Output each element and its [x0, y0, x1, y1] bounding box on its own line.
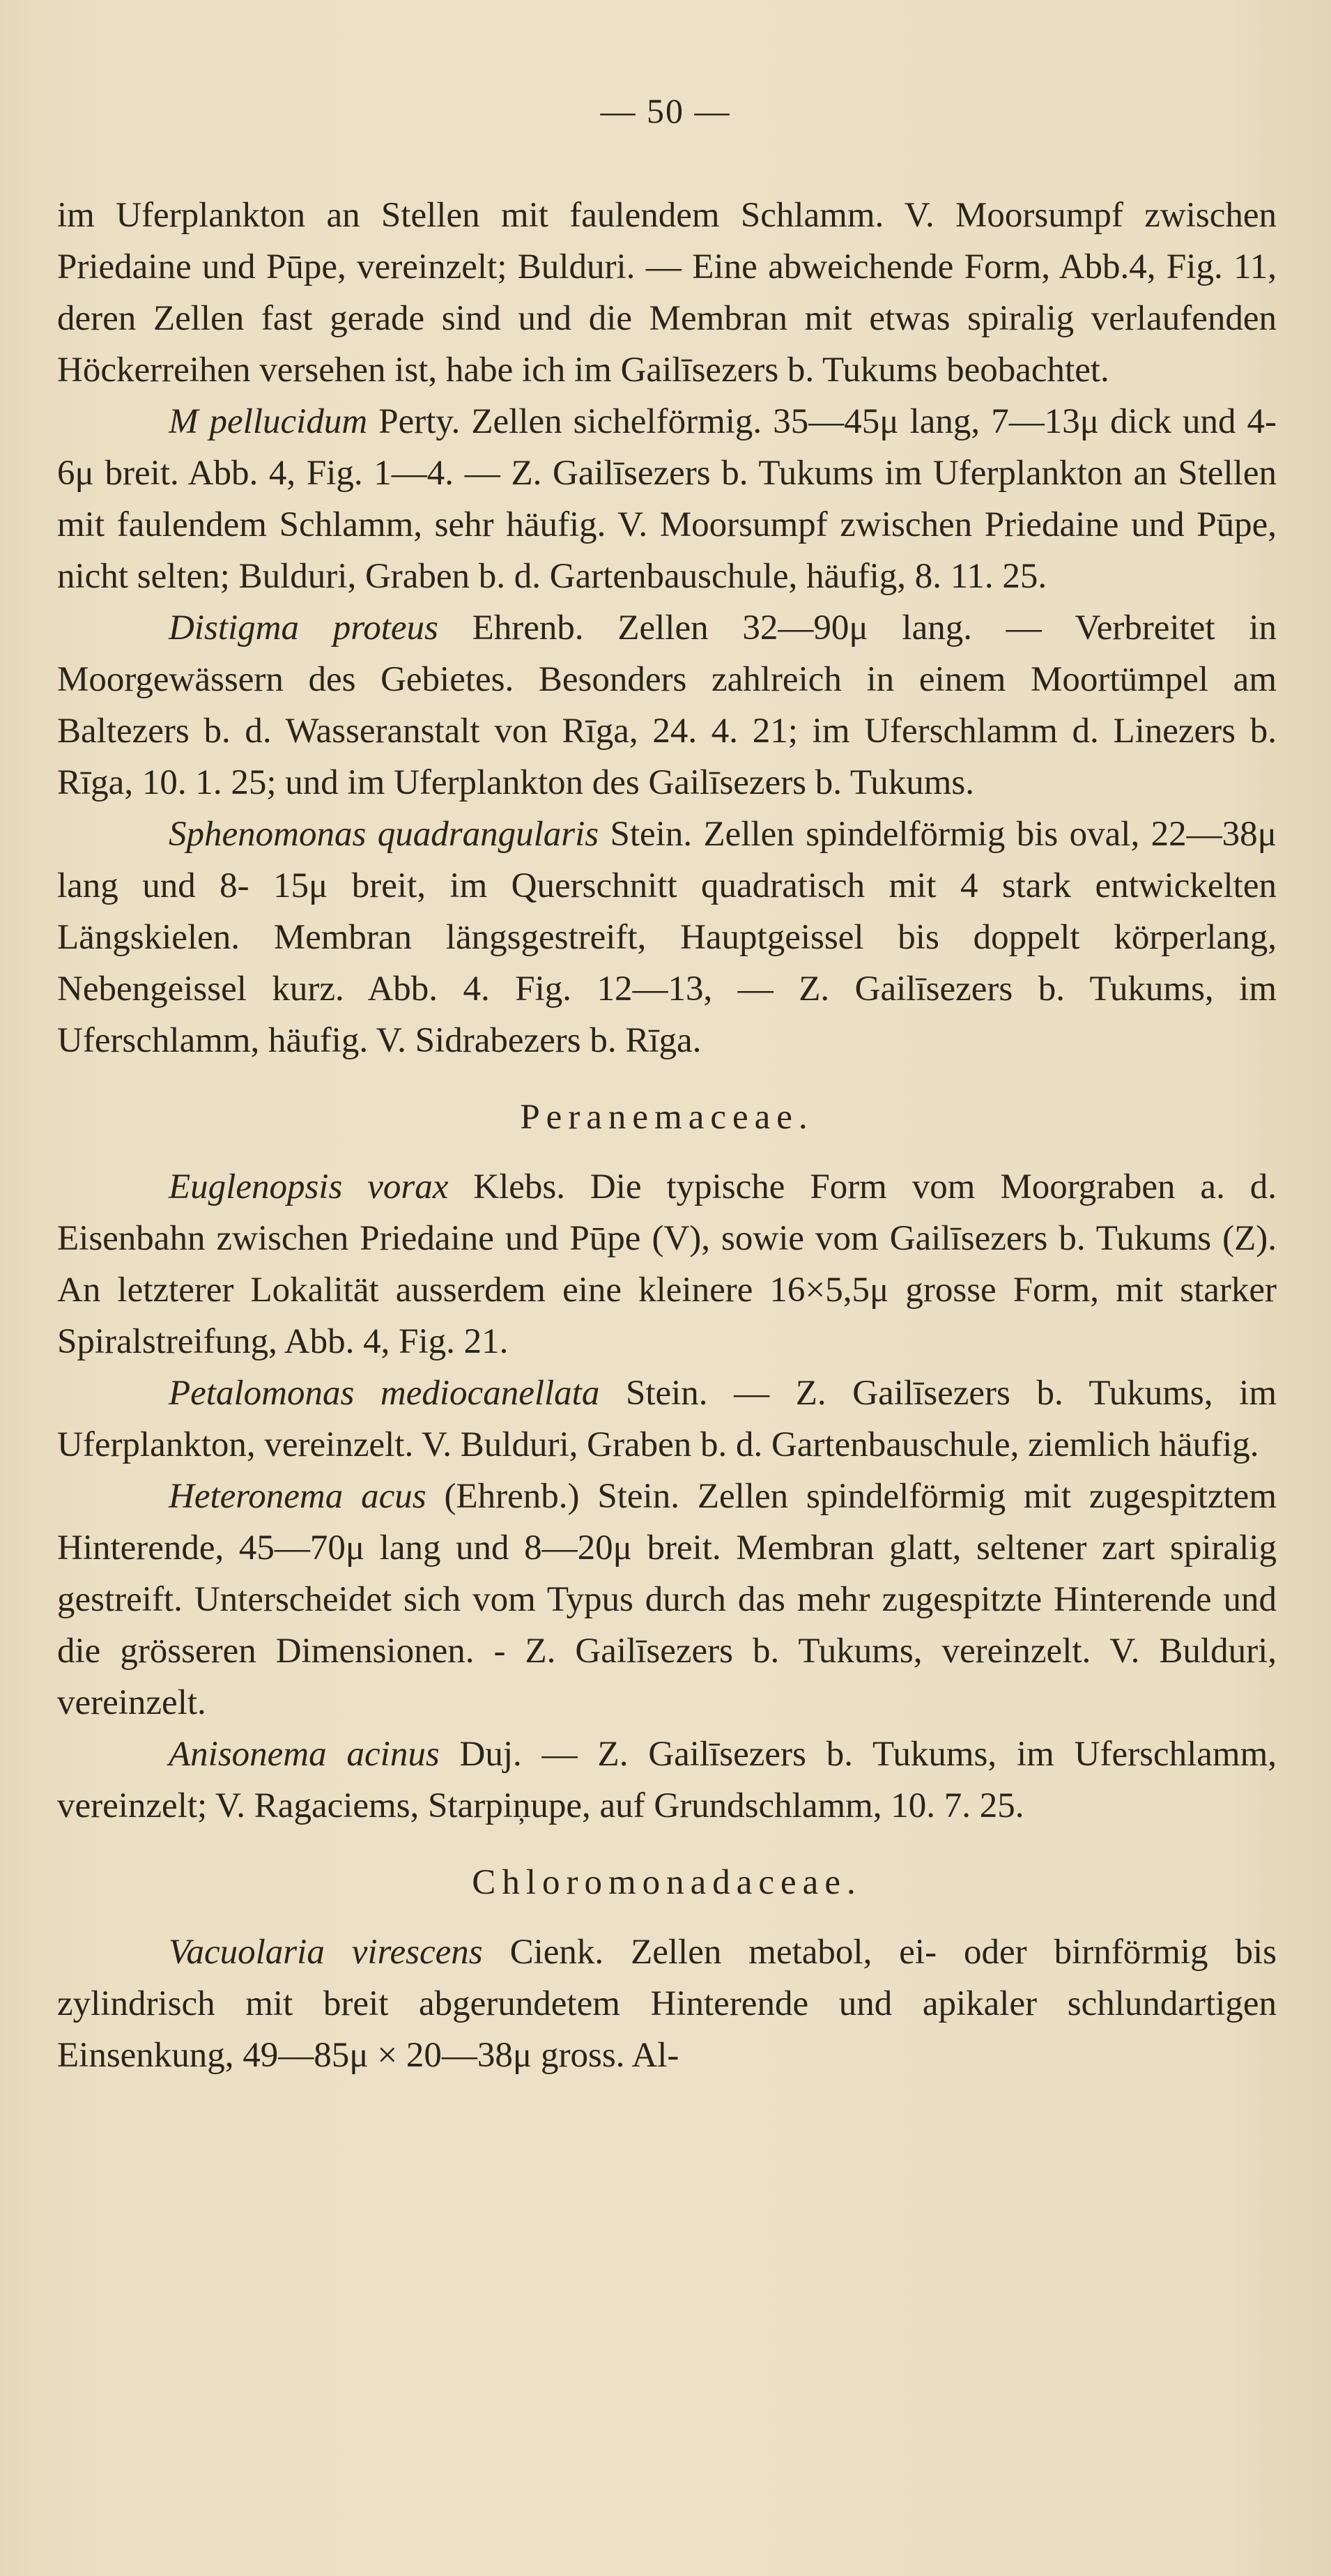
species-entry — [57, 808, 1277, 1066]
entry-text: Stein. Zellen spindelförmig bis oval, 22—38μ lang und 8- 15μ breit, im Querschnitt quadratisch mit 4 stark entwickelten Längskielen. Membran längsgestreift, Hauptgeissel bis doppelt körperlang, Nebengeissel kurz. Abb. 4. Fig. 12—13, — Z. Gailīsezers b. Tukums, im Uferschlamm, häufig. V. Sidrabezers b. Rīga. — [57, 815, 1277, 1060]
entry-text: Stein. — Z. Gailīsezers b. Tukums, im Uferplankton, vereinzelt. V. Bulduri, Graben b. d. Gartenbauschule, ziemlich häufig. — [57, 1374, 1277, 1464]
entry-text: Duj. — Z. Gailīsezers b. Tukums, im Uferschlamm, vereinzelt; V. Ragaciems, Starpiņupe, auf Grundschlamm, 10. 7. 25. — [57, 1735, 1277, 1825]
taxon-name: Euglenopsis vorax — [169, 1167, 449, 1206]
species-entry — [57, 1161, 1277, 1367]
species-entry — [57, 396, 1277, 602]
entry-text: Ehrenb. Zellen 32—90μ lang. — Verbreitet in Moorgewässern des Gebietes. Besonders zahlreich in einem Moortümpel am Baltezers b. d. Wasseranstalt von Rīga, 24. 4. 21; im Uferschlamm d. Linezers b. Rīga, 10. 1. 25; und im Uferplankton des Gailīsezers b. Tukums. — [57, 608, 1277, 802]
taxon-name: Distigma proteus — [169, 608, 438, 647]
taxon-name: Anisonema acinus — [169, 1735, 440, 1774]
page-number: — 50 — — [600, 91, 731, 130]
entry-text: Perty. Zellen sichelförmig. 35—45μ lang, 7—13μ dick und 4- 6μ breit. Abb. 4, Fig. 1—4. — Z. Gailīsezers b. Tukums im Uferplankton an Stellen mit faulendem Schlamm, sehr häufig. V. Moorsumpf zwischen Priedaine und Pūpe, nicht selten; Bulduri, Graben b. d. Gartenbauschule, häufig, 8. 11. 25. — [57, 402, 1277, 596]
paragraph-text: im Uferplankton an Stellen mit faulendem Schlamm. V. Moorsumpf zwischen Priedaine und Pūpe, vereinzelt; Bulduri. — Eine abweichende Form, Abb.4, Fig. 11, deren Zellen fast gerade sind und die Membran mit etwas spiralig verlaufenden Höckerreihen versehen ist, habe ich im Gailīsezers b. Tukums beobachtet. — [57, 196, 1277, 390]
entry-text: Cienk. Zellen metabol, ei- oder birnförmig bis zylindrisch mit breit abgerundetem Hinterende und apikaler schlundartigen Einsenkung, 49—85μ × 20—38μ gross. Al- — [57, 1933, 1277, 2075]
species-entry — [57, 1471, 1277, 1728]
taxon-name: M pellucidum — [169, 402, 368, 441]
species-entry — [57, 1367, 1277, 1471]
paragraph-continuation — [57, 190, 1277, 396]
taxon-name: Petalomonas mediocanellata — [169, 1374, 600, 1413]
taxon-name: Vacuolaria virescens — [169, 1933, 483, 1972]
species-entry — [57, 1728, 1277, 1832]
entry-text: Klebs. Die typische Form vom Moorgraben a. d. Eisenbahn zwischen Priedaine und Pūpe (V), sowie vom Gailīsezers b. Tukums (Z). An letzterer Lokalität ausserdem eine kleinere 16×5,5μ grosse Form, mit starker Spiralstreifung, Abb. 4, Fig. 21. — [57, 1167, 1277, 1361]
species-entry — [57, 602, 1277, 808]
document-body — [57, 190, 1277, 2081]
taxon-name: Heteronema acus — [169, 1477, 426, 1516]
species-entry — [57, 1926, 1277, 2081]
section-heading-peranemaceae: Peranemaceae. — [520, 1098, 814, 1137]
entry-text: (Ehrenb.) Stein. Zellen spindelförmig mit zugespitztem Hinterende, 45—70μ lang und 8—20μ breit. Membran glatt, seltener zart spiralig gestreift. Unterscheidet sich vom Typus durch das mehr zugespitzte Hinterende und die grösseren Dimensionen. - Z. Gailīsezers b. Tukums, vereinzelt. V. Bulduri, vereinzelt. — [57, 1477, 1277, 1722]
taxon-name: Sphenomonas quadrangularis — [169, 815, 599, 854]
section-heading-chloromonadaceae: Chloromonadaceae. — [472, 1863, 862, 1902]
